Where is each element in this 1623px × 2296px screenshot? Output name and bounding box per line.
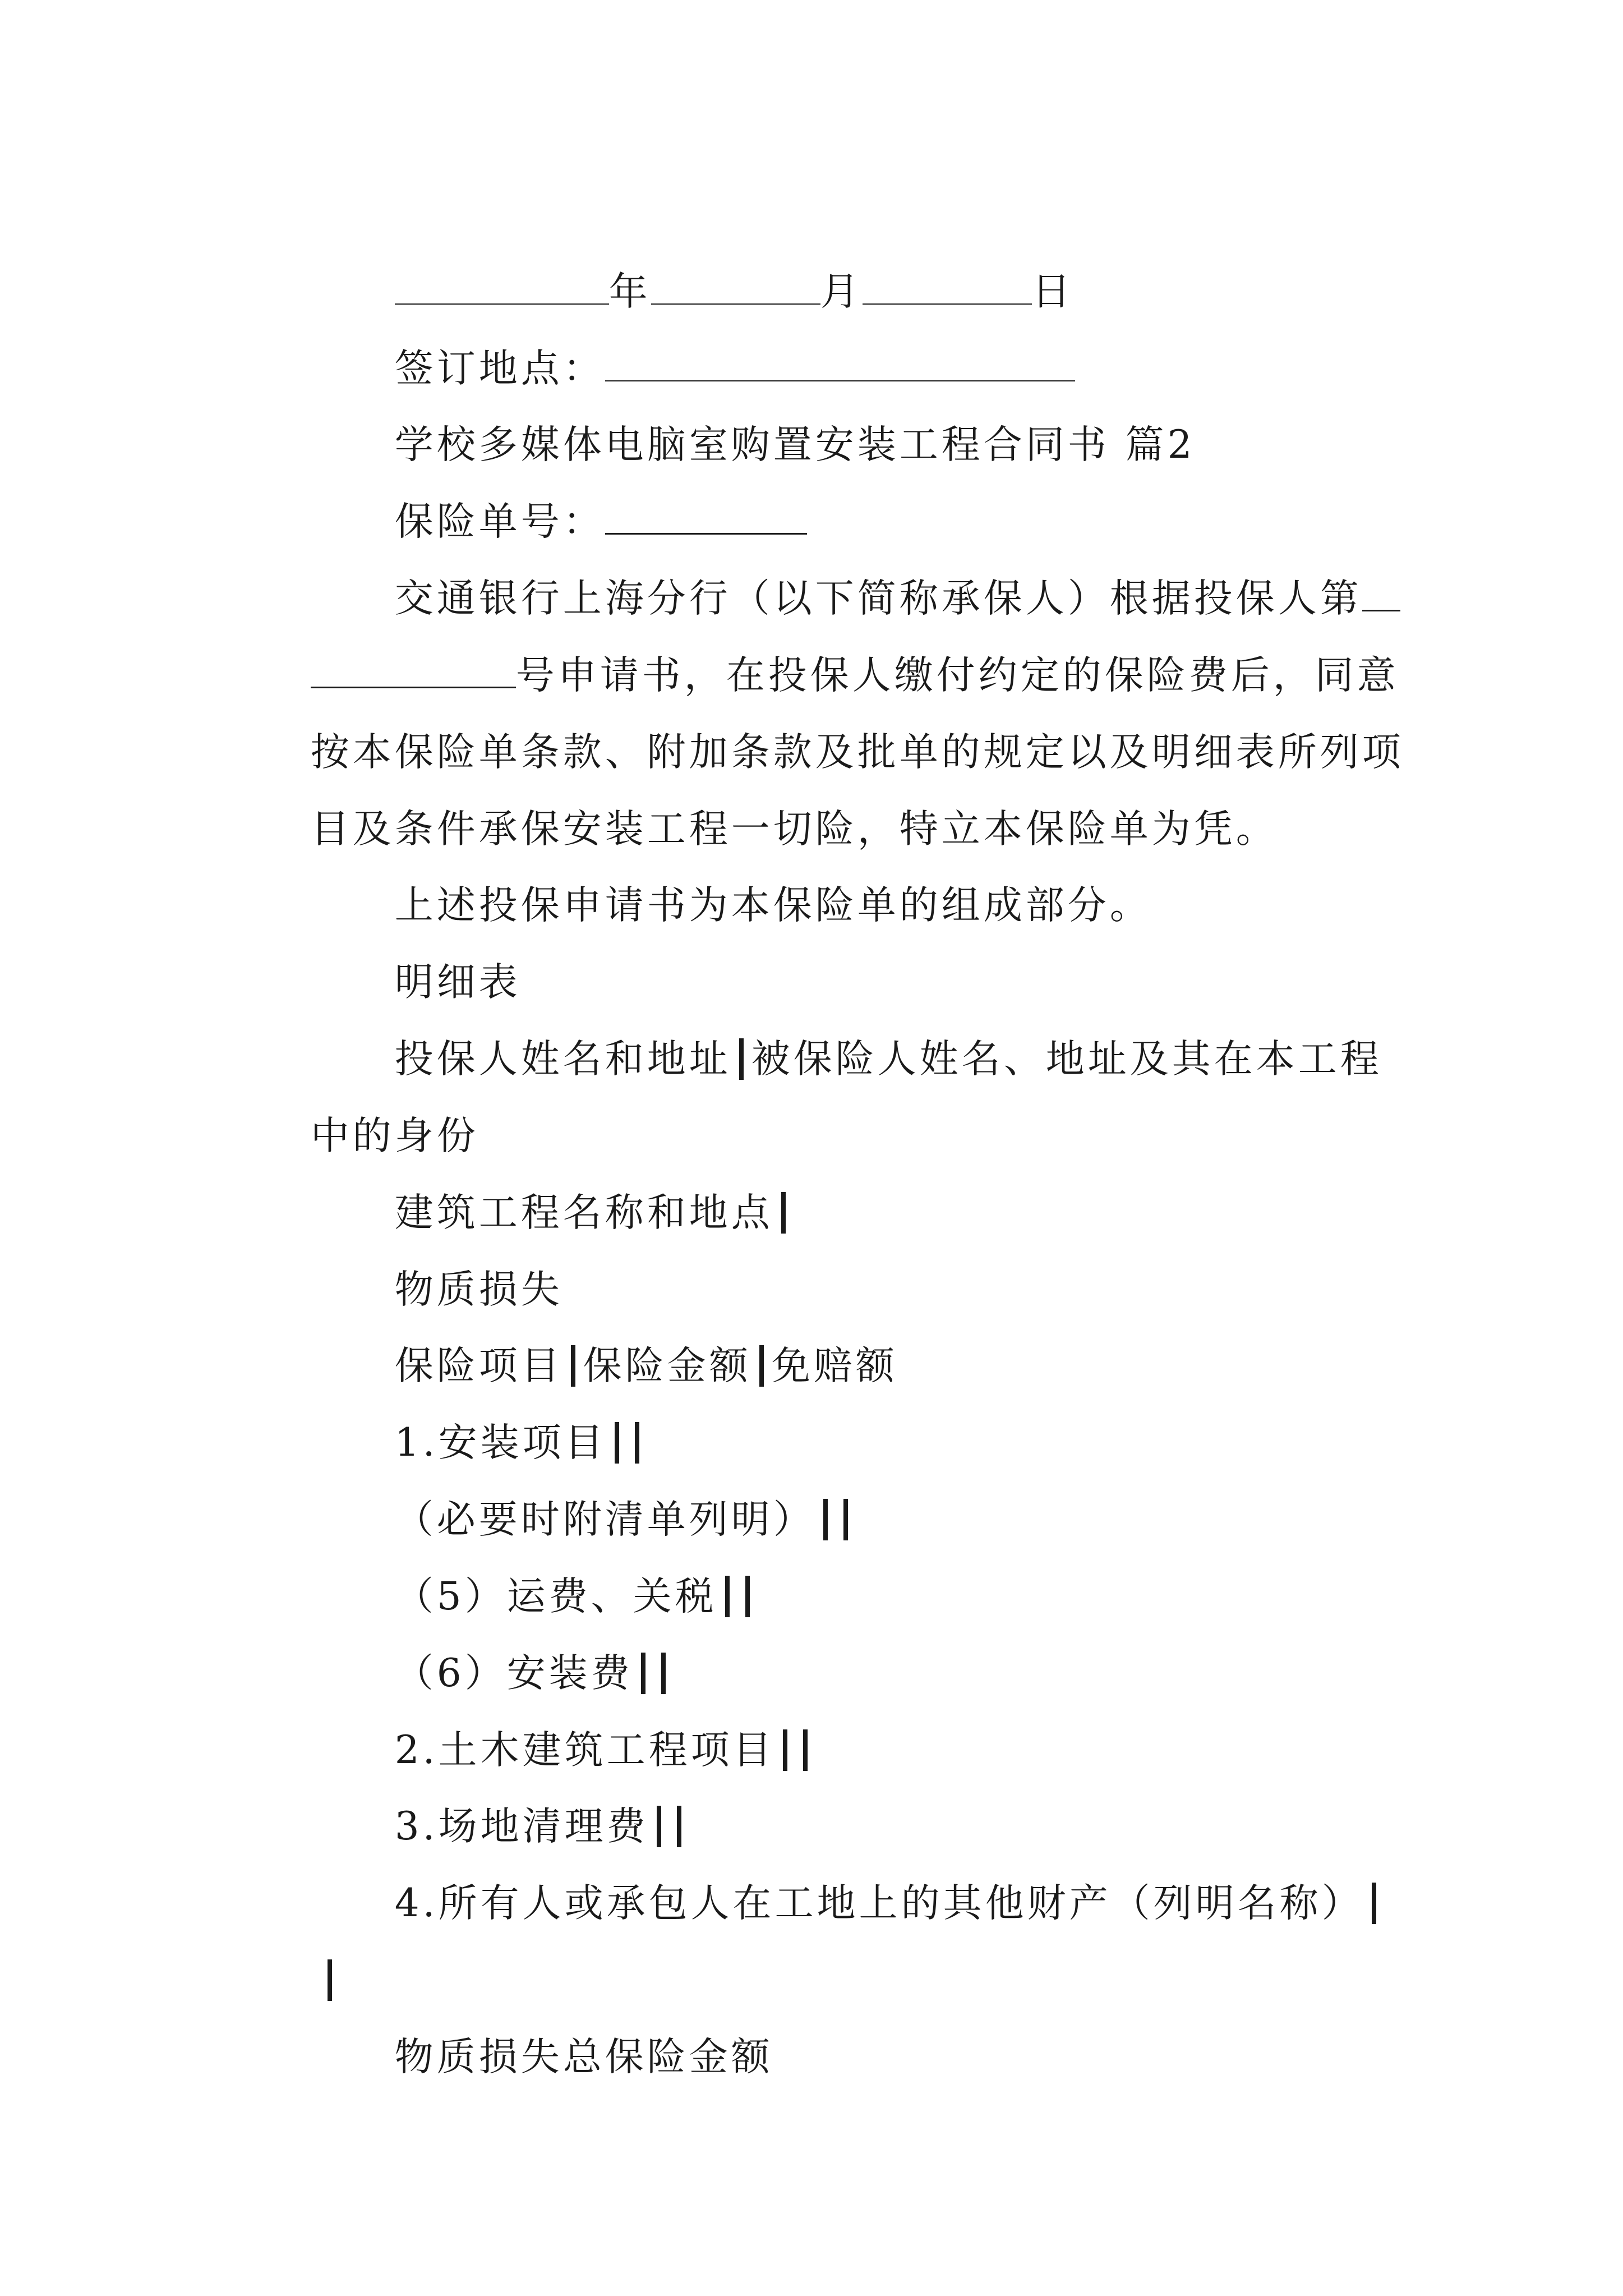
- schedule-title-text: 明细表: [394, 960, 521, 1005]
- para1-line3: [0, 677, 1623, 775]
- table-row-cont: [0, 1904, 1623, 1955]
- insured-row-cont: [0, 1060, 1623, 1158]
- insured-row: [0, 983, 1623, 1082]
- material-loss-text: 物质损失: [394, 1267, 563, 1312]
- para1-text-4: 目及条件承保安装工程一切险，特立本保险单为凭。: [310, 807, 1278, 852]
- column-header-amount: 保险金额: [583, 1343, 751, 1388]
- insured-role-cont: 中的身份: [310, 1114, 479, 1158]
- table-row: [0, 1521, 1623, 1619]
- policy-number-line: [0, 446, 1623, 544]
- day-label: 日: [1031, 269, 1074, 314]
- year-label: 年: [608, 269, 651, 314]
- para1-text-3: 按本保险单条款、附加条款及批单的规定以及明细表所列项: [310, 730, 1404, 775]
- table-row: [0, 1367, 1623, 1465]
- para2-text: 上述投保申请书为本保险单的组成部分。: [394, 883, 1152, 928]
- column-header-item: 保险项目: [394, 1343, 563, 1388]
- project-name-location: 建筑工程名称和地点: [394, 1190, 773, 1235]
- sign-place-line: [0, 293, 1623, 391]
- item-installation: 1.安装项目: [394, 1420, 607, 1465]
- material-loss-heading: [0, 1214, 1623, 1312]
- table-row: [0, 1828, 1623, 1926]
- heading: [0, 369, 1623, 467]
- item-freight-duty: （5）运费、关税: [394, 1574, 717, 1619]
- applicant-name-address: 投保人姓名和地址: [394, 1037, 731, 1082]
- date-line: [0, 216, 1623, 314]
- total-row: [0, 1981, 1623, 2079]
- item-site-clearance: 3.场地清理费: [394, 1804, 649, 1849]
- para1-line1: [0, 523, 1623, 621]
- item-other-property: 4.所有人或承包人在工地上的其他财产（列明名称）: [394, 1881, 1364, 1926]
- project-row: [0, 1137, 1623, 1235]
- insured-name-address-role: 被保险人姓名、地址及其在本工程: [751, 1037, 1382, 1082]
- para1-line2: [0, 600, 1623, 698]
- table-row: [0, 1751, 1623, 1849]
- item-civil-works: 2.土木建筑工程项目: [394, 1728, 775, 1773]
- item-installation-fee: （6）安装费: [394, 1651, 633, 1696]
- sign-place-label: 签订地点：: [394, 346, 605, 391]
- month-label: 月: [820, 269, 863, 314]
- para1-text-1: 交通银行上海分行（以下简称承保人）根据投保人第: [394, 576, 1362, 621]
- table-row: [0, 1674, 1623, 1773]
- schedule-title: [0, 907, 1623, 1005]
- table-header-row: [0, 1290, 1623, 1388]
- item-list-note: （必要时附清单列明）: [394, 1497, 815, 1542]
- column-header-deductible: 免赔额: [771, 1343, 898, 1388]
- heading-text: 学校多媒体电脑室购置安装工程合同书 篇2: [394, 422, 1196, 467]
- para1-text-2: 号申请书，在投保人缴付约定的保险费后，同意: [515, 653, 1399, 698]
- table-row: [0, 1598, 1623, 1696]
- total-sum-insured: 物质损失总保险金额: [394, 2035, 773, 2079]
- para1-line4: [0, 753, 1623, 852]
- policy-number-label: 保险单号：: [394, 499, 605, 544]
- para2: [0, 830, 1623, 928]
- table-row: [0, 1444, 1623, 1542]
